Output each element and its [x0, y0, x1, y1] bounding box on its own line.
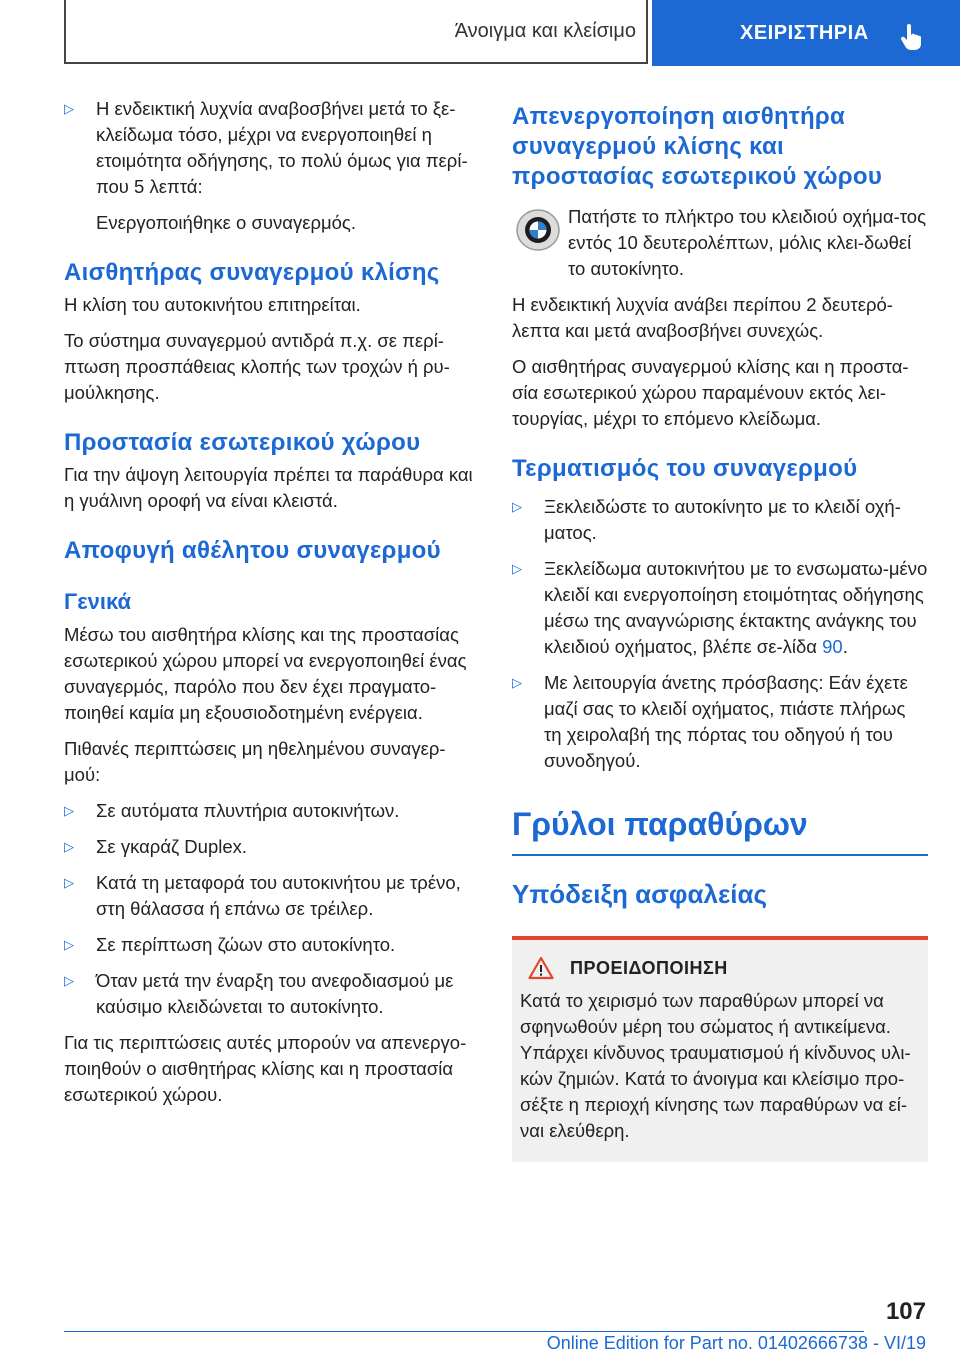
warning-title: ΠΡΟΕΙΔΟΠΟΙΗΣΗ [570, 957, 728, 978]
paragraph: Πατήστε το πλήκτρο του κλειδιού οχήμα-τος εντός 10 δευτερολέπτων, μόλις κλει-δωθεί το αυτοκίνητο. [568, 206, 927, 279]
bullet-text: Σε αυτόματα πλυντήρια αυτοκινήτων. [96, 800, 400, 821]
warning-box [512, 936, 928, 1162]
bullet-triangle-icon: ▷ [64, 973, 74, 988]
bullet-text: Ξεκλειδώστε το αυτοκίνητο με το κλειδί οχή-ματος. [544, 496, 901, 543]
bullet-text: Η ενδεικτική λυχνία αναβοσβήνει μετά το ξε-κλείδωμα τόσο, μέχρι να ενεργοποιηθεί η ετοιμότητα οδήγησης, το πολύ όμως για περί-που 5 λεπτά: [96, 98, 468, 197]
paragraph: Το σύστημα συναγερμού αντιδρά π.χ. σε περί-πτωση προσπάθειας κλοπής των τροχών ή ρυ-μούλκησης. [64, 330, 450, 403]
footer-divider [64, 1331, 864, 1332]
header-section [64, 0, 648, 64]
heading-interior-protection: Προστασία εσωτερικού χώρου [64, 429, 421, 456]
heading-avoid-false-alarm: Αποφυγή αθέλητου συναγερμού [64, 537, 441, 564]
page-reference-link[interactable]: 90 [822, 636, 843, 657]
page-number: 107 [885, 1298, 926, 1325]
bullet-text: Σε περίπτωση ζώων στο αυτοκίνητο. [96, 934, 396, 955]
bullet-text: Σε γκαράζ Duplex. [96, 836, 248, 857]
heading-end-alarm: Τερματισμός του συναγερμού [512, 455, 858, 482]
bullet-triangle-icon: ▷ [64, 803, 74, 818]
bullet-text [544, 556, 928, 660]
right-column [512, 96, 928, 1162]
paragraph: Μέσω του αισθητήρα κλίσης και της προστασίας εσωτερικού χώρου μπορεί να ενεργοποιηθεί ένας συναγερμός, παρόλο που δεν έχει πραγματο-ποιηθεί καμία μη εξουσιοδοτημένη ενέργεια. [64, 624, 467, 723]
heading-window-lifts: Γρύλοι παραθύρων [512, 804, 928, 856]
list-item [64, 798, 480, 824]
bullet-text-main: Ξεκλείδωμα αυτοκινήτου με το ενσωματω-μένο κλειδί και ενεργοποίηση ετοιμότητας οδήγησης μέσω της αναγνώρισης έκτακτης ανάγκης του κλειδιού οχήματος, βλέπε σε-λίδα [544, 558, 928, 657]
heading-safety-note: Υπόδειξη ασφαλείας [512, 879, 768, 909]
paragraph: Για την άψογη λειτουργία πρέπει τα παράθυρα και η γυάλινη οροφή να είναι κλειστά. [64, 464, 473, 511]
paragraph: Η κλίση του αυτοκινήτου επιτηρείται. [64, 294, 361, 315]
left-column [64, 96, 480, 1118]
list-item [64, 96, 480, 200]
warning-header [520, 956, 920, 980]
heading-deactivate: Απενεργοποίηση αισθητήρα συναγερμού κλίσης και προστασίας εσωτερικού χώρου [512, 103, 883, 190]
list-item [64, 870, 480, 922]
paragraph: Πιθανές περιπτώσεις μη ηθελημένου συναγερ-μού: [64, 738, 446, 785]
list-item [512, 494, 928, 546]
heading-general: Γενικά [64, 589, 132, 614]
bullet-triangle-icon: ▷ [512, 561, 522, 576]
header-chapter-title: ΧΕΙΡΙΣΤΗΡΙΑ [740, 21, 869, 44]
bullet-text-tail: . [842, 636, 848, 657]
header-chapter [652, 0, 960, 66]
bullet-text: Με λειτουργία άνετης πρόσβασης: Εάν έχετε μαζί σας το κλειδί οχήματος, πιάστε πλήρως τη χειρολαβή της πόρτας του οδηγού ή του συνοδηγού. [544, 672, 908, 771]
bullet-triangle-icon: ▷ [512, 499, 522, 514]
hand-pointer-icon [900, 24, 922, 50]
bullet-text: Κατά τη μεταφορά του αυτοκινήτου με τρένο, στη θάλασσα ή επάνω σε τρέιλερ. [96, 872, 461, 919]
paragraph: Η ενδεικτική λυχνία ανάβει περίπου 2 δευτερό-λεπτα και μετά αναβοσβήνει συνεχώς. [512, 294, 893, 341]
list-item [64, 968, 480, 1020]
list-item [64, 834, 480, 860]
heading-tilt-sensor: Αισθητήρας συναγερμού κλίσης [64, 259, 440, 286]
list-item [512, 670, 928, 774]
warning-text: Κατά το χειρισμό των παραθύρων μπορεί να σφηνωθούν μέρη του σώματος ή αντικείμενα. Υπάρχει κίνδυνος τραυματισμού ή κίνδυνος υλι-κών ζημιών. Κατά το άνοιγμα και κλείσιμο προ-σέξτε η περιοχή κίνησης των παραθύρων να εί-ναι ελεύθερη. [520, 990, 911, 1141]
bullet-text: Όταν μετά την έναρξη του ανεφοδιασμού με καύσιμο κλειδώνεται το αυτοκίνητο. [96, 970, 454, 1017]
warning-triangle-icon [528, 956, 554, 980]
bmw-key-button-icon [512, 208, 568, 252]
header-section-title: Άνοιγμα και κλείσιμο [454, 19, 636, 42]
bullet-result: Ενεργοποιήθηκε ο συναγερμός. [96, 212, 356, 233]
bullet-triangle-icon: ▷ [64, 839, 74, 854]
bullet-triangle-icon: ▷ [64, 875, 74, 890]
bullet-triangle-icon: ▷ [512, 675, 522, 690]
list-item [64, 932, 480, 958]
bullet-triangle-icon: ▷ [64, 937, 74, 952]
bullet-triangle-icon: ▷ [64, 101, 74, 116]
paragraph: Για τις περιπτώσεις αυτές μπορούν να απενεργο-ποιηθούν ο αισθητήρας κλίσης και η προστασία εσωτερικού χώρου. [64, 1032, 467, 1105]
footer-edition: Online Edition for Part no. 01402666738 - VI/19 [546, 1333, 926, 1353]
key-instruction [512, 204, 928, 292]
paragraph: Ο αισθητήρας συναγερμού κλίσης και η προστα-σία εσωτερικού χώρου παραμένουν εκτός λει-τουργίας, μέχρι το επόμενο κλείδωμα. [512, 356, 909, 429]
list-item [512, 556, 928, 660]
